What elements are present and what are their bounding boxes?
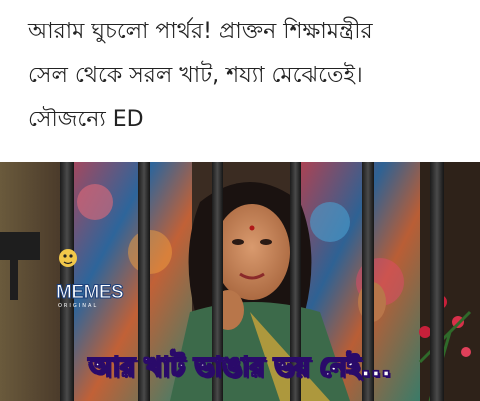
logo-subtext: ORIGINAL: [58, 303, 99, 309]
caption-line-1: আরাম ঘুচলো পার্থর! প্রাক্তন শিক্ষামন্ত্রীর: [28, 19, 373, 44]
memes-logo: [44, 260, 134, 310]
post-caption: [28, 10, 468, 142]
meme-subtitle: আর খাট ভাঙার ভয় নেই...: [88, 352, 392, 383]
meme-image: [0, 162, 480, 401]
caption-line-2: সেল থেকে সরল খাট, শয্যা মেঝেতেই।: [28, 63, 363, 88]
caption-line-3: সৌজন্যে ED: [28, 107, 144, 132]
logo-text: MEMES: [56, 282, 124, 303]
